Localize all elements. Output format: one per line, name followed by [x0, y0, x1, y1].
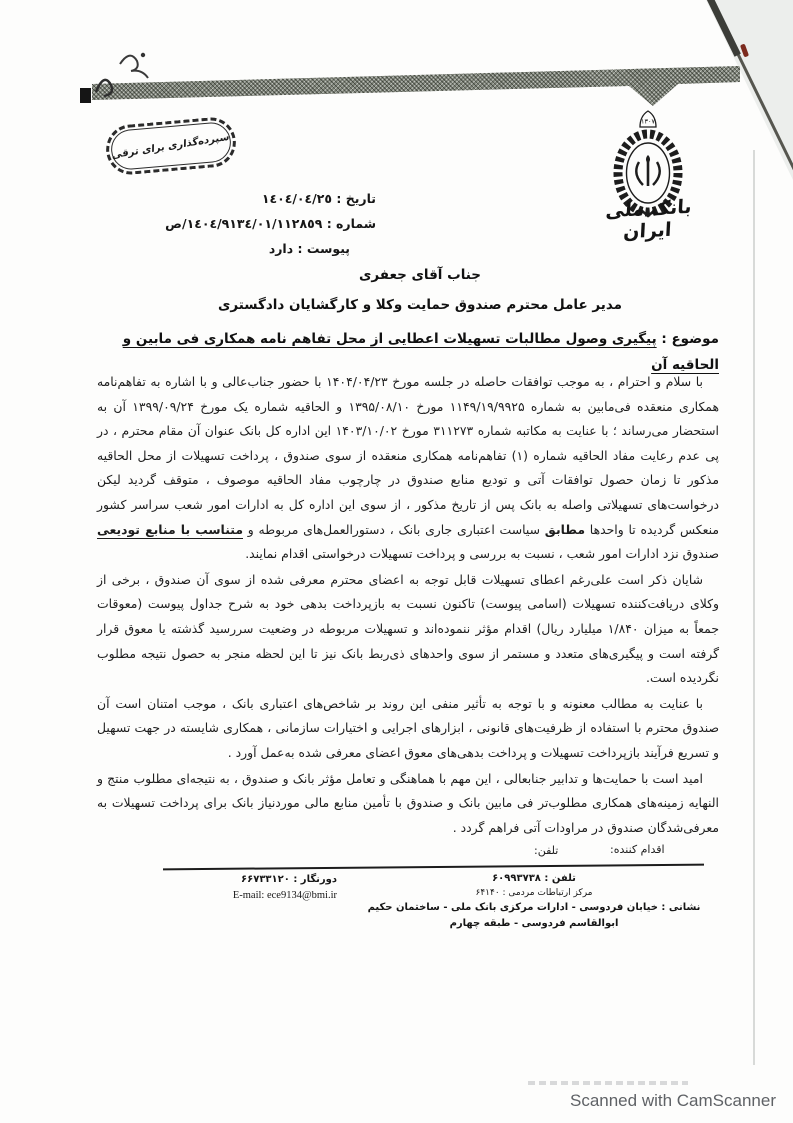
number-value: ١٤٠٤/٩١٣٤/٠١/١١٢٨٥٩/ص [165, 216, 323, 231]
footer-fax-label: دورنگار : [293, 874, 337, 885]
body-text-segment: صندوق نزد ادارات امور شعب ، نسبت به بررسی و پرداخت تسهیلات درخواستی اقدام نمایند. [245, 546, 719, 562]
letter-body [97, 370, 719, 841]
footer-call-center [363, 886, 705, 900]
letter-date-row [128, 186, 376, 211]
number-label: شماره : [326, 216, 376, 231]
letter-meta-block [128, 186, 376, 261]
footer-fax-email-block [113, 872, 337, 904]
footer-fax-number: ۶۶۷۳۳۱۲۰ [241, 874, 290, 885]
attachment-value: دارد [268, 241, 294, 256]
footer-phone-label: تلفن : [544, 873, 576, 884]
slogan-stamp-text: سپرده‌گذاری برای ترقی [112, 131, 230, 161]
footer-phone-number: ۶۰۹۹۳۷۳۸ [492, 873, 541, 884]
body-paragraph [97, 370, 719, 567]
slogan-stamp [104, 115, 238, 176]
actor-label: اقدام کننده: [610, 843, 665, 856]
date-label: تاریخ : [336, 191, 376, 206]
letter-attachment-row [128, 236, 376, 261]
footer-fax [113, 872, 337, 887]
body-text-segment: شایان ذکر است علی‌رغم اعطای تسهیلات قابل توجه به اعضای محترم معرفی شده از سوی آن صندوق ، برخی از وکلای دریافت‌کننده تسهیلات (اسامی پیوست) تاکنون نسبت به بازپرداخت بدهی خود به شرح جداول پیوست (معوقات جمعاً به میزان ۱/۸۴۰ میلیارد ریال) اقدام مؤثر ننموده‌اند و تسهیلات مربوطه در وضعیت سررسید گذشته یا معوق قرار گرفته است و پیگیری‌های متعدد و مستمر از سوی واحدهای ذی‌ربط بانک نیز تا این لحظه منجر به حصول نتیجه مطلوب نگردیده است. [97, 571, 719, 686]
scanner-artifact-band [92, 64, 740, 110]
footer-phone [363, 871, 705, 886]
subject-text: پیگیری وصول مطالبات تسهیلات اعطایی از محل تفاهم نامه همکاری فی مابین و الحاقیه آن [122, 331, 719, 373]
letter-number-row [128, 211, 376, 236]
recipient-name: جناب آقای جعفری [358, 267, 482, 283]
footer-call-center-number: ۶۴۱۴۰ [475, 888, 500, 898]
footer-call-center-label: مرکز ارتباطات مردمی : [502, 888, 593, 898]
phone-label: تلفن: [534, 844, 559, 857]
date-value: ١٤٠٤/٠٤/٢٥ [261, 191, 332, 206]
recipient-block [110, 260, 730, 320]
pen-scribbles-icon [88, 44, 168, 106]
scan-page-edge [753, 150, 755, 1065]
attachment-label: پیوست : [297, 241, 350, 256]
body-paragraph [97, 568, 719, 691]
scan-artifact [528, 1081, 688, 1085]
footer-address-line2: ابوالقاسم فردوسی - طبقه چهارم [449, 917, 619, 929]
subject-label: موضوع : [661, 331, 719, 347]
body-text-segment: متناسب با منابع تودیعی [97, 521, 243, 537]
footer-contact-block [363, 871, 705, 931]
body-paragraph [97, 692, 719, 766]
footer-email: E-mail: ece9134@bmi.ir [232, 890, 337, 901]
body-paragraph [97, 767, 719, 841]
body-text-segment: با سلام و احترام ، به موجب توافقات حاصله در جلسه مورخ ۱۴۰۴/۰۴/۲۳ با حضور جناب‌عالی و با اشاره به تفاهم‌نامه همکاری منعقده فی‌مابین به شماره ۱۱۴۹/۱۹/۹۹۲۵ مورخ ۱۳۹۵/۰۸/۱۰ و الحاقیه شماره یک مورخ ۱۳۹۹/۰۹/۲۴ آن به استحضار می‌رساند ؛ با عنایت به مکاتبه شماره ۳۱۱۲۷۳ مورخ ۱۴۰۳/۱۰/۰۲ این اداره کل بانک عنوان آن مقام محترم ، در پی عدم رعایت مفاد الحاقیه شماره (۱) تفاهم‌نامه همکاری منعقده از سوی صندوق ، پرداخت تسهیلات از محل الحاقیه مذکور تا زمان حصول توافقات آتی و تودیع منابع صندوق در چارچوب مفاد الحاقیه موصوف ، متوقف گردید لیکن درخواست‌های تسهیلاتی واصله به بانک پس از تاریخ مذکور ، از سوی این اداره کل به ادارات امور شعب سراسر کشور منعکس گردیده تا واحدها [97, 374, 719, 537]
footer-divider [163, 864, 704, 870]
emblem-year: ۱۳۰۷ [641, 117, 655, 126]
body-text-segment: سیاست اعتباری جاری بانک ، دستورالعمل‌های مربوطه و [243, 521, 545, 537]
bank-name-calligraphy: بانک ملی ایران [604, 195, 693, 244]
scan-edge-mark [80, 88, 91, 103]
camscanner-watermark: Scanned with CamScanner [569, 1091, 776, 1110]
body-text-segment: مطابق [544, 521, 586, 537]
body-text-segment: امید است با حمایت‌ها و تدابیر جنابعالی ، این مهم با هماهنگی و تعامل مؤثر بانک و صندوق ، به نتیجه‌ای مطلوب منتج و النهایه زمینه‌های همکاری مطلوب‌تر فی مابین بانک و صندوق با تأمین منابع مالی موردنیاز بانک برای پرداخت تسهیلات به معرفی‌شدگان صندوق در مراودات آتی فراهم گردد . [97, 770, 719, 835]
footer-address-line1: نشانی : خیابان فردوسی - ادارات مرکزی بانک ملی - ساختمان حکیم [367, 902, 701, 913]
body-text-segment: با عنایت به مطالب معنونه و با توجه به تأثیر منفی این روند بر شاخص‌های اعتباری بانک ، موجب امتنان است آن صندوق محترم با استفاده از ظرفیت‌های قانونی ، ابزارهای اجرایی و اختیارات سازمانی ، همکاری شایسته در جهت تسهیل و تسریع فرآیند بازپرداخت تسهیلات و پرداخت بدهی‌های معوق اعضای معرفی شده به‌عمل آورد . [97, 695, 719, 760]
recipient-title: مدیر عامل محترم صندوق حمایت وکلا و کارگشایان دادگستری [217, 297, 623, 313]
